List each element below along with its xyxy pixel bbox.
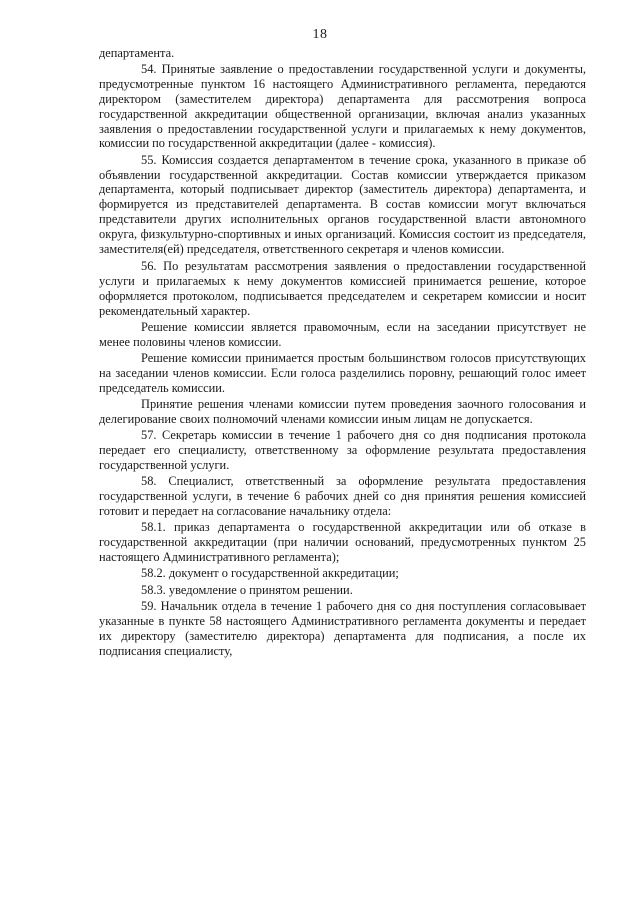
paragraph: 56. По результатам рассмотрения заявления о предоставлении государственной услуги и прилагаемых к нему документов комиссией принимается решение, которое оформляется протоколом, подписывается председателем и секретарем комиссии и носит рекомендательный характер. bbox=[99, 259, 586, 318]
paragraph: Принятие решения членами комиссии путем проведения заочного голосования и делегирование своих полномочий членами комиссии иным лицам не допускается. bbox=[99, 397, 586, 427]
page-number: 18 bbox=[312, 27, 328, 42]
paragraph: 59. Начальник отдела в течение 1 рабочего дня со дня поступления согласовывает указанные в пункте 58 настоящего Административного регламента документы и передает их директору (заместителю директора) департамента для подписания, а после их подписания специалисту, bbox=[99, 599, 586, 658]
paragraph: 58.2. документ о государственной аккредитации; bbox=[141, 566, 399, 581]
paragraph: Решение комиссии является правомочным, если на заседании присутствует не менее половины членов комиссии. bbox=[99, 320, 586, 349]
paragraph: 54. Принятые заявление о предоставлении государственной услуги и документы, предусмотренные пунктом 16 настоящего Административного регламента, передаются директором (заместителем директора) департамента для рассмотрения вопроса государственной аккредитации общественной организации, включая анализ указанных заявления о предоставлении государственной услуги и прилагаемых к нему документов, комиссии по государственной аккредитации (далее - комиссия). bbox=[99, 62, 586, 151]
paragraph: 55. Комиссия создается департаментом в течение срока, указанного в приказе об объявлении государственной аккредитации. Состав комиссии утверждается приказом департамента, который подписывает директор (заместитель директора) департамента, и формируется из представителей департамента. В состав комиссии могут включаться представители других исполнительных органов государственной власти автономного округа, физкультурно-спортивных и иных организаций. Комиссия состоит из председателя, заместителя(ей) председателя, ответственного секретаря и членов комиссии. bbox=[99, 152, 586, 256]
paragraph: 58. Специалист, ответственный за оформление результата предоставления государственной услуги, в течение 6 рабочих дней со дня принятия решения комиссией готовит и передает на согласование начальнику отдела: bbox=[99, 474, 586, 519]
document-body bbox=[99, 46, 586, 660]
paragraph: 58.3. уведомление о принятом решении. bbox=[141, 582, 353, 597]
paragraph: Решение комиссии принимается простым большинством голосов присутствующих на заседании членов комиссии. Если голоса разделились поровну, решающий голос имеет председатель комиссии. bbox=[99, 351, 586, 395]
paragraph: 58.1. приказ департамента о государственной аккредитации или об отказе в государственной аккредитации (при наличии оснований, предусмотренных пунктом 25 настоящего Административного регламента); bbox=[99, 520, 586, 565]
paragraph: 57. Секретарь комиссии в течение 1 рабочего дня со дня подписания протокола передает его специалисту, ответственному за оформление результата предоставления государственной услуги. bbox=[99, 428, 586, 473]
paragraph: департамента. bbox=[99, 46, 175, 60]
